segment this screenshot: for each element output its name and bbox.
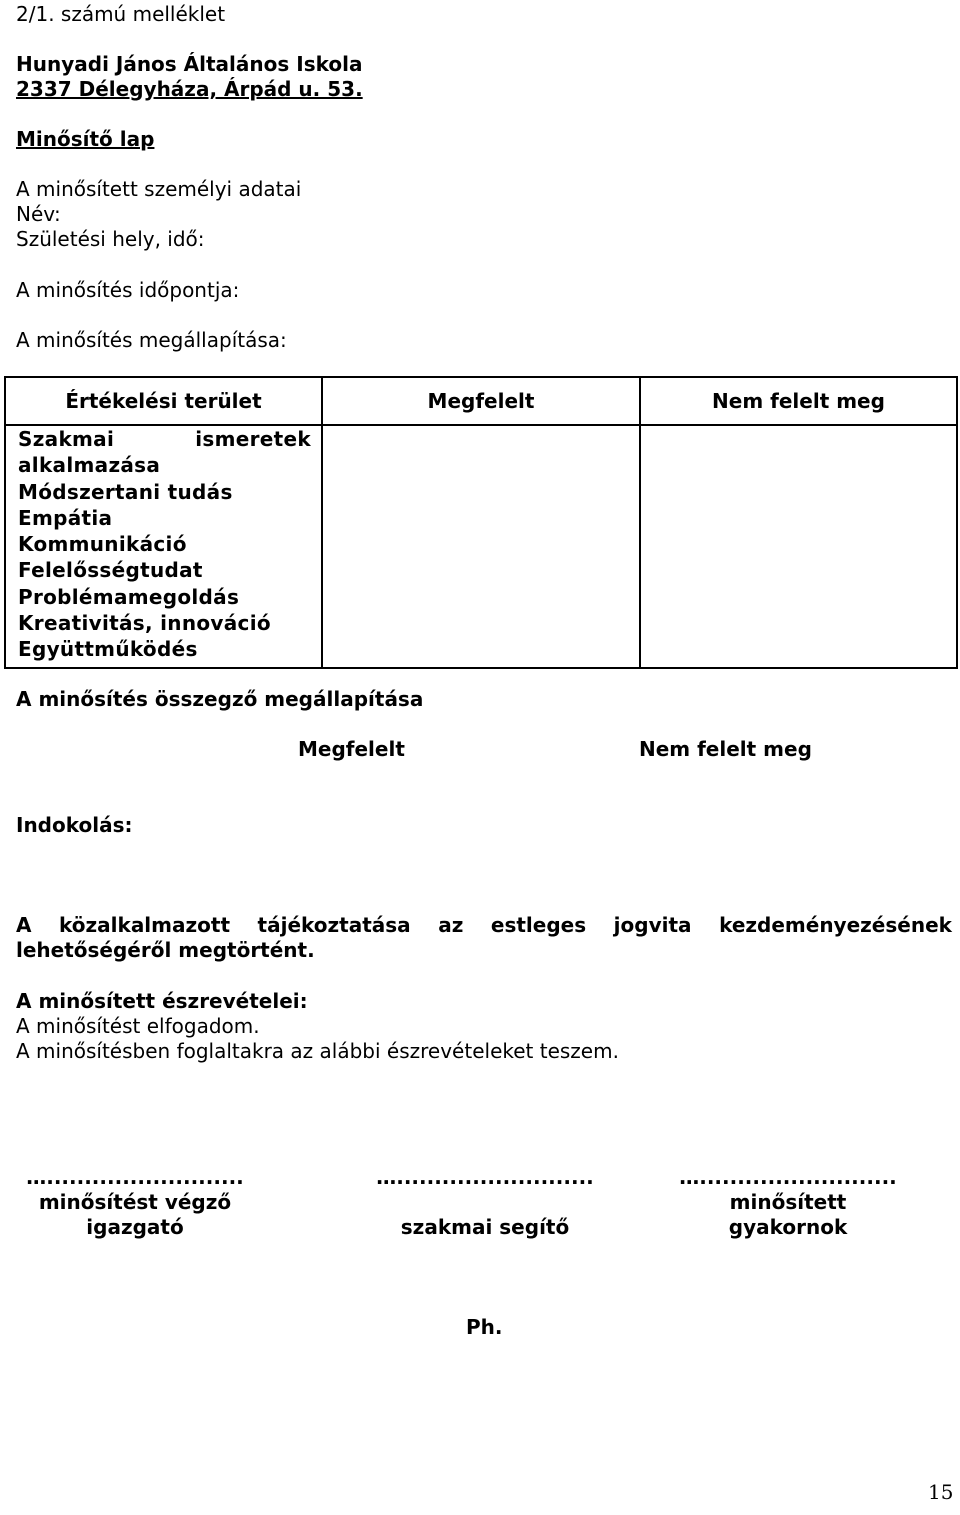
signature-dots: ….......................... bbox=[376, 1165, 594, 1189]
pass-cell[interactable] bbox=[322, 425, 640, 668]
info-line-1 bbox=[16, 913, 952, 938]
signature-title: igazgató bbox=[86, 1215, 184, 1239]
criterion-item: Kommunikáció bbox=[18, 532, 187, 557]
stamp-label: Ph. bbox=[466, 1315, 503, 1339]
finding-label: A minősítés megállapítása: bbox=[16, 328, 287, 352]
criterion-item: Empátia bbox=[18, 505, 113, 530]
summary-option-pass[interactable]: Megfelelt bbox=[298, 737, 405, 761]
school-name: Hunyadi János Általános Iskola bbox=[16, 52, 363, 76]
signature-title: szakmai segítő bbox=[400, 1215, 570, 1239]
header-fail: Nem felelt meg bbox=[640, 377, 957, 425]
signature-left bbox=[20, 1165, 250, 1240]
info-word: kezdeményezésének bbox=[719, 913, 952, 937]
info-word: jogvita bbox=[613, 913, 692, 937]
criterion-item: Problémamegoldás bbox=[18, 584, 240, 609]
criterion-item: Együttműködés bbox=[18, 637, 198, 662]
name-label: Név: bbox=[16, 202, 61, 226]
summary-option-fail[interactable]: Nem felelt meg bbox=[639, 737, 812, 761]
personal-heading: A minősített személyi adatai bbox=[16, 177, 302, 201]
info-line-2: lehetőségéről megtörtént. bbox=[16, 938, 315, 962]
info-word: az bbox=[438, 913, 464, 937]
school-address: 2337 Délegyháza, Árpád u. 53. bbox=[16, 77, 363, 101]
summary-heading: A minősítés összegző megállapítása bbox=[16, 687, 424, 711]
birth-label: Születési hely, idő: bbox=[16, 227, 205, 251]
header-evaluation-area: Értékelési terület bbox=[5, 377, 322, 425]
signature-right bbox=[673, 1165, 903, 1240]
signature-dots: ….......................... bbox=[26, 1165, 244, 1189]
reason-label: Indokolás: bbox=[16, 813, 133, 837]
criterion-item: Felelősségtudat bbox=[18, 558, 203, 583]
criterion-item bbox=[18, 426, 321, 452]
date-label: A minősítés időpontja: bbox=[16, 278, 240, 302]
remarks-accept: A minősítést elfogadom. bbox=[16, 1014, 260, 1038]
form-title: Minősítő lap bbox=[16, 127, 155, 151]
page-number: 15 bbox=[928, 1480, 954, 1504]
criterion-word: Szakmai bbox=[18, 427, 115, 451]
signature-middle bbox=[370, 1165, 600, 1240]
signature-title: gyakornok bbox=[728, 1215, 848, 1239]
annex-label: 2/1. számú melléklet bbox=[16, 2, 226, 26]
evaluation-table bbox=[4, 376, 958, 669]
criterion-item: alkalmazása bbox=[18, 453, 161, 478]
fail-cell[interactable] bbox=[640, 425, 957, 668]
criteria-cell bbox=[5, 425, 322, 668]
info-word: A bbox=[16, 913, 32, 937]
criterion-item: Kreativitás, innováció bbox=[18, 611, 271, 636]
signature-title: minősítést végző bbox=[38, 1190, 232, 1214]
signature-dots: ….......................... bbox=[679, 1165, 897, 1189]
criterion-item: Módszertani tudás bbox=[18, 479, 233, 504]
info-word: tájékoztatása bbox=[257, 913, 411, 937]
remarks-heading: A minősített észrevételei: bbox=[16, 989, 308, 1013]
header-pass: Megfelelt bbox=[322, 377, 640, 425]
remarks-comments: A minősítésben foglaltakra az alábbi észrevételeket teszem. bbox=[16, 1039, 619, 1063]
info-word: estleges bbox=[490, 913, 587, 937]
criterion-word: ismeretek bbox=[195, 427, 311, 451]
signature-title: minősített bbox=[729, 1190, 847, 1214]
info-word: közalkalmazott bbox=[59, 913, 231, 937]
